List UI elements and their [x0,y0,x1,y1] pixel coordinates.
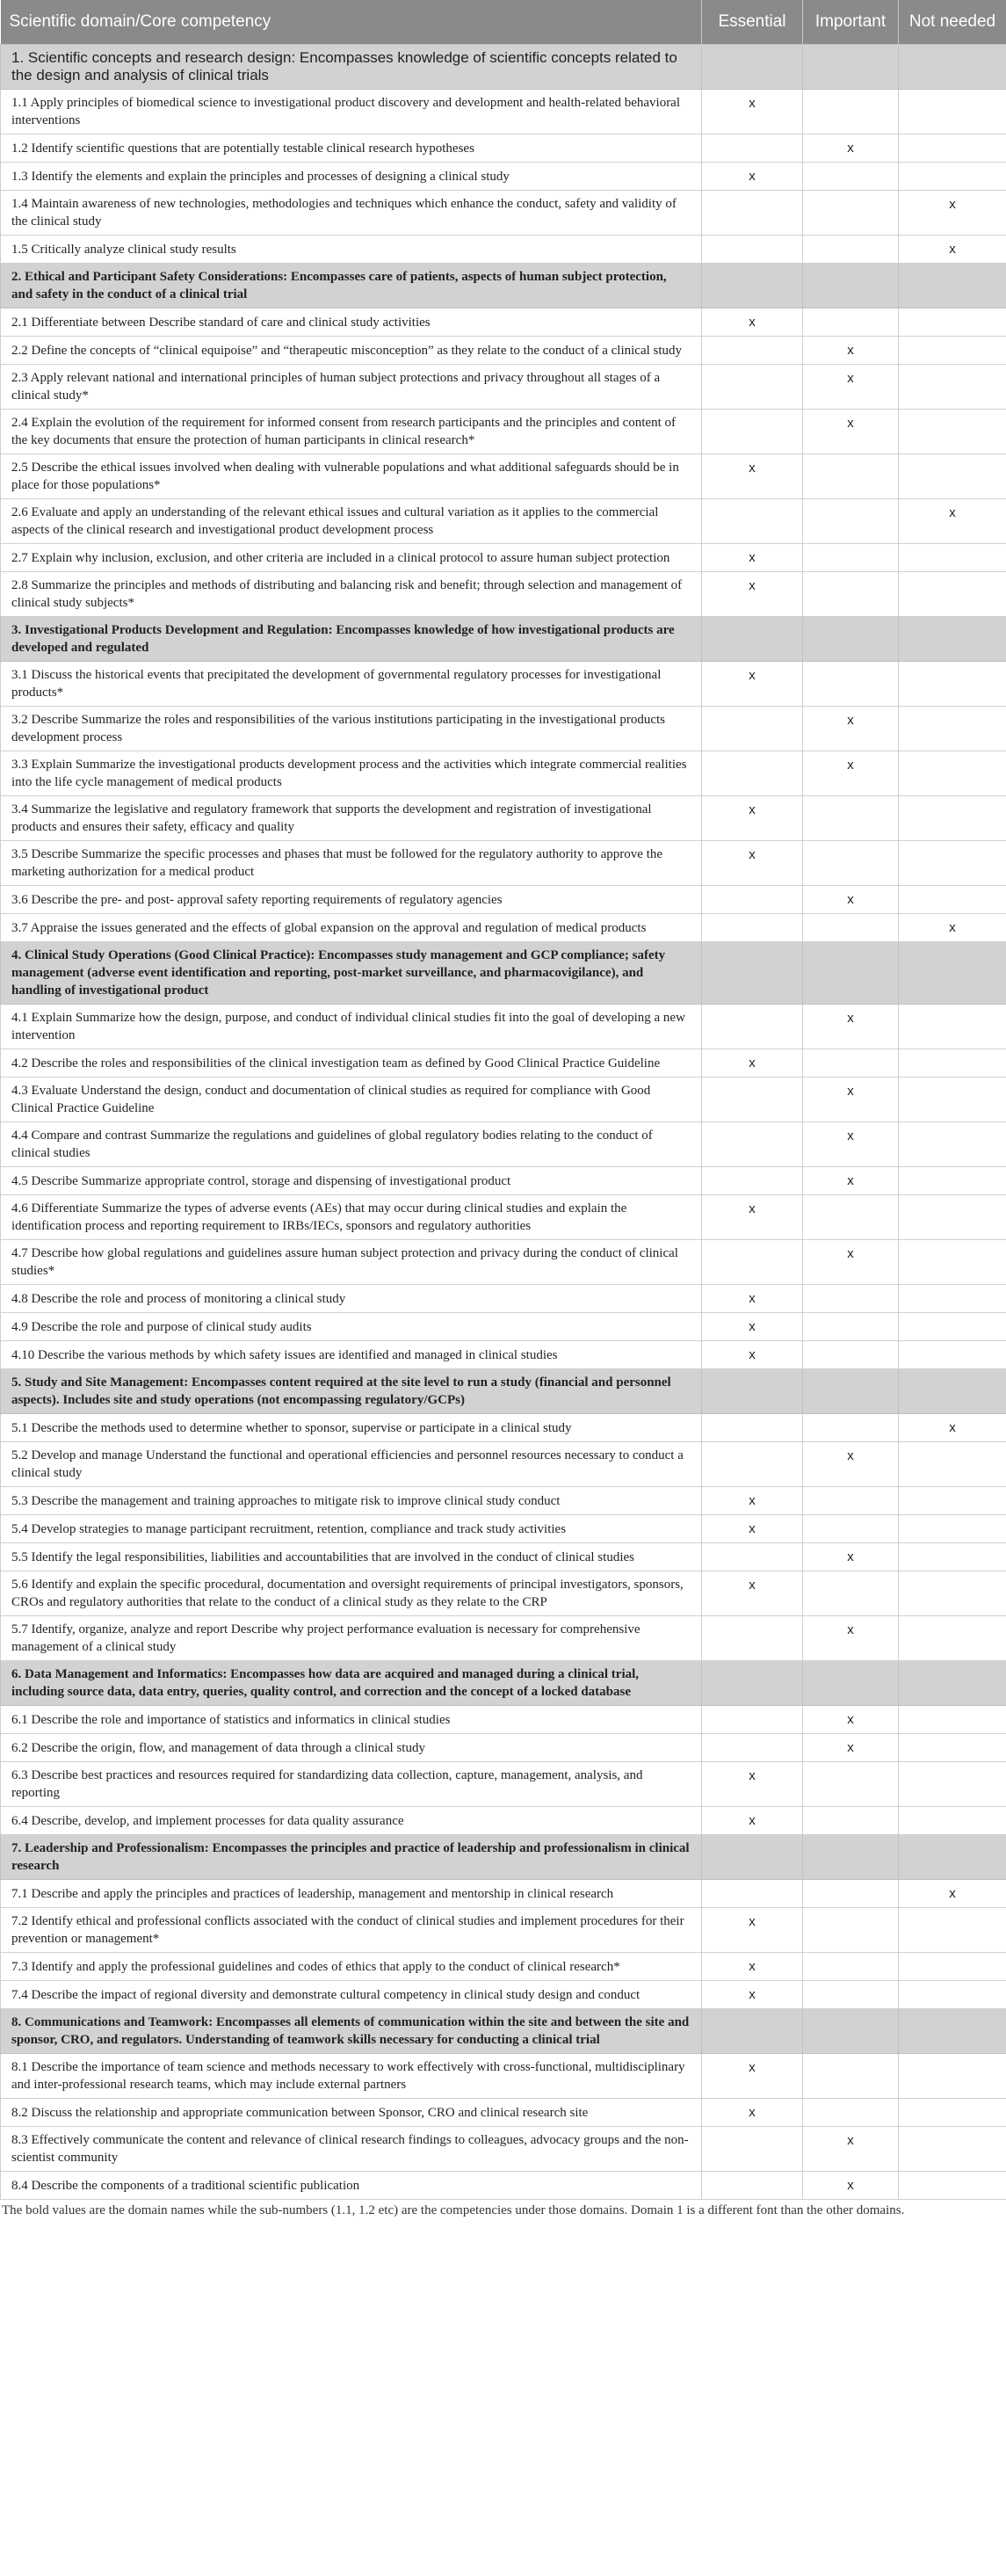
table-row [1,662,1006,707]
important-mark: x [803,1122,899,1167]
not-needed-mark [899,2099,1006,2127]
not-needed-mark [899,1167,1006,1195]
important-mark [803,1285,899,1313]
competency-text: 2.1 Differentiate between Describe standard of care and clinical study activities [1,308,702,337]
essential-mark: x [702,1953,803,1981]
competency-text: 2.6 Evaluate and apply an understanding of the relevant ethical issues and cultural variation as it applies to the commercial aspects of the clinical research and investigational product development process [1,499,702,544]
table-row [1,1285,1006,1313]
important-mark [803,454,899,499]
not-needed-mark [899,90,1006,134]
essential-mark: x [702,163,803,191]
essential-mark [702,2172,803,2200]
not-needed-mark [899,1195,1006,1240]
not-needed-mark [899,2127,1006,2172]
essential-mark: x [702,1487,803,1515]
important-mark: x [803,1240,899,1285]
competency-text: 5.7 Identify, organize, analyze and report Describe why project performance evaluation is necessary for comprehensive management of a clinical study [1,1616,702,1661]
table-row [1,1414,1006,1442]
table-row [1,796,1006,841]
table-row [1,191,1006,236]
table-body [1,45,1006,2200]
competency-text: 2.8 Summarize the principles and methods of distributing and balancing risk and benefit; through selection and management of clinical study subjects* [1,572,702,617]
essential-mark [702,1414,803,1442]
important-mark [803,236,899,264]
essential-mark: x [702,1807,803,1835]
essential-mark: x [702,1515,803,1543]
essential-mark [702,1442,803,1487]
important-mark [803,662,899,707]
competency-text: 3.4 Summarize the legislative and regulatory framework that supports the development and registration of investigational products and ensures their safety, efficacy and quality [1,796,702,841]
essential-mark: x [702,1285,803,1313]
domain-row [1,264,1006,308]
not-needed-mark [899,1049,1006,1078]
header-not-needed: Not needed [899,0,1006,45]
competency-text: 4.9 Describe the role and purpose of clinical study audits [1,1313,702,1341]
important-mark: x [803,1616,899,1661]
not-needed-mark [899,572,1006,617]
domain-empty-cell [702,942,803,1005]
competency-text: 7.3 Identify and apply the professional guidelines and codes of ethics that apply to the conduct of clinical research* [1,1953,702,1981]
important-mark: x [803,410,899,454]
domain-row [1,45,1006,90]
competency-text: 1.1 Apply principles of biomedical science to investigational product discovery and development and health-related behavioral interventions [1,90,702,134]
table-row [1,365,1006,410]
essential-mark: x [702,544,803,572]
competency-text: 5.3 Describe the management and training approaches to mitigate risk to improve clinical study conduct [1,1487,702,1515]
table-row [1,1734,1006,1762]
not-needed-mark [899,1953,1006,1981]
domain-title: 8. Communications and Teamwork: Encompasses all elements of communication within the site and between the site and sponsor, CRO, and regulators. Understanding of teamwork skills necessary for conducting a clinical trial [1,2009,702,2054]
domain-row [1,1369,1006,1414]
domain-empty-cell [702,1369,803,1414]
not-needed-mark [899,662,1006,707]
not-needed-mark [899,1981,1006,2009]
not-needed-mark [899,1005,1006,1049]
important-mark [803,2099,899,2127]
competency-text: 2.5 Describe the ethical issues involved when dealing with vulnerable populations and what additional safeguards should be in place for those populations* [1,454,702,499]
essential-mark [702,914,803,942]
competency-text: 7.2 Identify ethical and professional conflicts associated with the conduct of clinical studies and implement procedures for their prevention or management* [1,1908,702,1953]
important-mark: x [803,134,899,163]
competency-text: 4.5 Describe Summarize appropriate control, storage and dispensing of investigational product [1,1167,702,1195]
domain-empty-cell [702,617,803,662]
table-row [1,236,1006,264]
essential-mark: x [702,1908,803,1953]
not-needed-mark [899,1442,1006,1487]
important-mark [803,1953,899,1981]
domain-row [1,617,1006,662]
domain-empty-cell [899,45,1006,90]
competency-text: 7.1 Describe and apply the principles and practices of leadership, management and mentorship in clinical research [1,1880,702,1908]
table-row [1,1571,1006,1616]
important-mark [803,1049,899,1078]
table-row [1,707,1006,751]
essential-mark: x [702,841,803,886]
table-row [1,1706,1006,1734]
competency-text: 6.1 Describe the role and importance of statistics and informatics in clinical studies [1,1706,702,1734]
table-row [1,1616,1006,1661]
table-row [1,2054,1006,2099]
important-mark [803,1571,899,1616]
essential-mark: x [702,796,803,841]
not-needed-mark [899,1543,1006,1571]
domain-empty-cell [899,1661,1006,1706]
important-mark [803,2054,899,2099]
important-mark [803,499,899,544]
essential-mark [702,134,803,163]
important-mark: x [803,2172,899,2200]
not-needed-mark [899,365,1006,410]
not-needed-mark: x [899,914,1006,942]
competency-text: 8.2 Discuss the relationship and appropriate communication between Sponsor, CRO and clinical research site [1,2099,702,2127]
domain-row [1,1835,1006,1880]
not-needed-mark: x [899,236,1006,264]
important-mark: x [803,1734,899,1762]
important-mark: x [803,1005,899,1049]
competency-text: 6.2 Describe the origin, flow, and management of data through a clinical study [1,1734,702,1762]
table-row [1,1122,1006,1167]
header-essential: Essential [702,0,803,45]
table-row [1,2172,1006,2200]
essential-mark: x [702,2099,803,2127]
domain-empty-cell [899,2009,1006,2054]
essential-mark: x [702,2054,803,2099]
competency-text: 3.1 Discuss the historical events that precipitated the development of governmental regulatory processes for investigational products* [1,662,702,707]
not-needed-mark [899,1571,1006,1616]
competency-text: 3.2 Describe Summarize the roles and responsibilities of the various institutions participating in the investigational products development process [1,707,702,751]
table-row [1,1442,1006,1487]
domain-empty-cell [803,2009,899,2054]
domain-title: 2. Ethical and Participant Safety Considerations: Encompasses care of patients, aspects of human subject protection, and safety in the conduct of a clinical trial [1,264,702,308]
important-mark: x [803,1442,899,1487]
essential-mark [702,410,803,454]
table-row [1,886,1006,914]
important-mark: x [803,886,899,914]
domain-empty-cell [803,1835,899,1880]
competency-text: 4.3 Evaluate Understand the design, conduct and documentation of clinical studies as required for compliance with Good Clinical Practice Guideline [1,1078,702,1122]
table-row [1,410,1006,454]
competency-text: 1.4 Maintain awareness of new technologies, methodologies and techniques which enhance the conduct, safety and validity of the clinical study [1,191,702,236]
domain-empty-cell [702,264,803,308]
important-mark [803,841,899,886]
table-row [1,1167,1006,1195]
not-needed-mark [899,410,1006,454]
essential-mark [702,1880,803,1908]
not-needed-mark [899,1706,1006,1734]
important-mark [803,1981,899,2009]
competency-text: 4.8 Describe the role and process of monitoring a clinical study [1,1285,702,1313]
not-needed-mark [899,796,1006,841]
table-row [1,1487,1006,1515]
important-mark [803,796,899,841]
essential-mark [702,886,803,914]
essential-mark [702,1122,803,1167]
competency-text: 3.6 Describe the pre- and post- approval safety reporting requirements of regulatory agencies [1,886,702,914]
table-row [1,1240,1006,1285]
important-mark [803,914,899,942]
competency-text: 6.3 Describe best practices and resources required for standardizing data collection, capture, management, analysis, and reporting [1,1762,702,1807]
table-row [1,337,1006,365]
domain-row [1,1661,1006,1706]
domain-empty-cell [803,617,899,662]
table-row [1,1543,1006,1571]
domain-title: 1. Scientific concepts and research design: Encompasses knowledge of scientific concepts related to the design and analysis of clinical trials [1,45,702,90]
competency-text: 1.2 Identify scientific questions that are potentially testable clinical research hypotheses [1,134,702,163]
important-mark [803,1880,899,1908]
essential-mark: x [702,1571,803,1616]
essential-mark: x [702,90,803,134]
competency-text: 4.6 Differentiate Summarize the types of adverse events (AEs) that may occur during clinical studies and explain the identification process and reporting requirement to IRBs/IECs, sponsors and regulatory authorities [1,1195,702,1240]
important-mark: x [803,751,899,796]
important-mark [803,191,899,236]
not-needed-mark [899,134,1006,163]
competency-text: 5.5 Identify the legal responsibilities, liabilities and accountabilities that are involved in the conduct of clinical studies [1,1543,702,1571]
not-needed-mark [899,1515,1006,1543]
essential-mark [702,1167,803,1195]
domain-empty-cell [899,264,1006,308]
not-needed-mark: x [899,1414,1006,1442]
essential-mark [702,1543,803,1571]
essential-mark: x [702,572,803,617]
header-domain: Scientific domain/Core competency [1,0,702,45]
competency-text: 4.7 Describe how global regulations and guidelines assure human subject protection and privacy during the conduct of clinical studies* [1,1240,702,1285]
competency-text: 3.3 Explain Summarize the investigational products development process and the activities which integrate commercial realities into the life cycle management of medical products [1,751,702,796]
domain-empty-cell [702,1661,803,1706]
domain-title: 7. Leadership and Professionalism: Encompasses the principles and practice of leadership and professionalism in clinical research [1,1835,702,1880]
not-needed-mark [899,1078,1006,1122]
competency-text: 3.7 Appraise the issues generated and the effects of global expansion on the approval and regulation of medical products [1,914,702,942]
essential-mark: x [702,1313,803,1341]
competency-text: 5.2 Develop and manage Understand the functional and operational efficiencies and personnel resources necessary to conduct a clinical study [1,1442,702,1487]
domain-empty-cell [899,942,1006,1005]
table-row [1,1078,1006,1122]
important-mark [803,572,899,617]
essential-mark [702,707,803,751]
table-row [1,1195,1006,1240]
table-row [1,134,1006,163]
competency-text: 2.7 Explain why inclusion, exclusion, and other criteria are included in a clinical protocol to assure human subject protection [1,544,702,572]
important-mark: x [803,2127,899,2172]
essential-mark [702,751,803,796]
domain-empty-cell [702,2009,803,2054]
important-mark: x [803,1078,899,1122]
table-row [1,1981,1006,2009]
essential-mark: x [702,1341,803,1369]
important-mark [803,1487,899,1515]
not-needed-mark: x [899,1880,1006,1908]
table-row [1,454,1006,499]
essential-mark: x [702,454,803,499]
not-needed-mark [899,841,1006,886]
not-needed-mark [899,1616,1006,1661]
important-mark: x [803,337,899,365]
not-needed-mark [899,1313,1006,1341]
competency-text: 5.4 Develop strategies to manage participant recruitment, retention, compliance and track study activities [1,1515,702,1543]
table-row [1,2099,1006,2127]
table-row [1,1880,1006,1908]
domain-title: 6. Data Management and Informatics: Encompasses how data are acquired and managed during a clinical trial, including source data, data entry, queries, quality control, and correction and the concept of a locked database [1,1661,702,1706]
competency-text: 2.2 Define the concepts of “clinical equipoise” and “therapeutic misconception” as they relate to the conduct of a clinical study [1,337,702,365]
competency-text: 4.2 Describe the roles and responsibilities of the clinical investigation team as defined by Good Clinical Practice Guideline [1,1049,702,1078]
table-row [1,1313,1006,1341]
essential-mark: x [702,1049,803,1078]
domain-title: 4. Clinical Study Operations (Good Clinical Practice): Encompasses study management and GCP compliance; safety management (adverse event identification and reporting, post-market surveillance, and pharmacovigilance), and handling of investigational product [1,942,702,1005]
competency-text: 4.1 Explain Summarize how the design, purpose, and conduct of individual clinical studies fit into the goal of developing a new intervention [1,1005,702,1049]
competency-text: 4.4 Compare and contrast Summarize the regulations and guidelines of global regulatory bodies relating to the conduct of clinical studies [1,1122,702,1167]
domain-empty-cell [803,264,899,308]
not-needed-mark [899,454,1006,499]
not-needed-mark [899,337,1006,365]
important-mark [803,1341,899,1369]
not-needed-mark [899,1908,1006,1953]
important-mark: x [803,1543,899,1571]
domain-empty-cell [803,1369,899,1414]
not-needed-mark [899,1807,1006,1835]
competency-text: 5.6 Identify and explain the specific procedural, documentation and oversight requirements of principal investigators, sponsors, CROs and regulatory authorities that relate to the conduct of a clinical study as they relate to the CRP [1,1571,702,1616]
table-row [1,1005,1006,1049]
not-needed-mark [899,163,1006,191]
essential-mark [702,2127,803,2172]
competency-text: 4.10 Describe the various methods by which safety issues are identified and managed in clinical studies [1,1341,702,1369]
domain-row [1,2009,1006,2054]
table-row [1,1807,1006,1835]
domain-empty-cell [803,942,899,1005]
essential-mark [702,1240,803,1285]
not-needed-mark [899,1762,1006,1807]
essential-mark: x [702,662,803,707]
not-needed-mark: x [899,499,1006,544]
important-mark [803,308,899,337]
not-needed-mark [899,2054,1006,2099]
table-row [1,90,1006,134]
not-needed-mark [899,544,1006,572]
important-mark [803,1762,899,1807]
table-row [1,841,1006,886]
essential-mark [702,1616,803,1661]
important-mark [803,163,899,191]
footnote: The bold values are the domain names while the sub-numbers (1.1, 1.2 etc) are the competencies under those domains. Domain 1 is a different font than the other domains. [2,2203,905,2217]
essential-mark [702,499,803,544]
competency-text: 8.1 Describe the importance of team science and methods necessary to work effectively with cross-functional, multidisciplinary and inter-professional research teams, which may include external partners [1,2054,702,2099]
important-mark: x [803,1706,899,1734]
not-needed-mark [899,1285,1006,1313]
not-needed-mark [899,2172,1006,2200]
domain-row [1,942,1006,1005]
not-needed-mark [899,751,1006,796]
table-row [1,1341,1006,1369]
essential-mark [702,191,803,236]
competency-text: 1.3 Identify the elements and explain the principles and processes of designing a clinical study [1,163,702,191]
essential-mark [702,1078,803,1122]
domain-empty-cell [803,45,899,90]
domain-empty-cell [702,1835,803,1880]
important-mark [803,1414,899,1442]
not-needed-mark [899,1734,1006,1762]
important-mark [803,1908,899,1953]
important-mark [803,1195,899,1240]
essential-mark [702,365,803,410]
domain-empty-cell [899,617,1006,662]
important-mark [803,90,899,134]
important-mark [803,1515,899,1543]
table-row [1,308,1006,337]
important-mark [803,1313,899,1341]
domain-title: 5. Study and Site Management: Encompasses content required at the site level to run a study (financial and personnel aspects). Includes site and study operations (not encompassing regulatory/GCPs) [1,1369,702,1414]
competency-text: 8.3 Effectively communicate the content and relevance of clinical research findings to colleagues, advocacy groups and the non-scientist community [1,2127,702,2172]
not-needed-mark [899,1240,1006,1285]
competency-text: 5.1 Describe the methods used to determine whether to sponsor, supervise or participate in a clinical study [1,1414,702,1442]
domain-title: 3. Investigational Products Development and Regulation: Encompasses knowledge of how investigational products are developed and regulated [1,617,702,662]
essential-mark: x [702,1195,803,1240]
table-row [1,914,1006,942]
important-mark: x [803,1167,899,1195]
competency-text: 3.5 Describe Summarize the specific processes and phases that must be followed for the regulatory authority to approve the marketing authorization for a medical product [1,841,702,886]
table-row [1,751,1006,796]
table-row [1,2127,1006,2172]
domain-empty-cell [803,1661,899,1706]
competency-text: 8.4 Describe the components of a traditional scientific publication [1,2172,702,2200]
table-row [1,1049,1006,1078]
not-needed-mark [899,1122,1006,1167]
table-row [1,1515,1006,1543]
header-row [1,0,1006,45]
important-mark: x [803,707,899,751]
table-row [1,572,1006,617]
not-needed-mark [899,707,1006,751]
table-row [1,163,1006,191]
domain-empty-cell [899,1835,1006,1880]
essential-mark: x [702,308,803,337]
essential-mark: x [702,1762,803,1807]
competency-text: 2.3 Apply relevant national and international principles of human subject protections and privacy throughout all stages of a clinical study* [1,365,702,410]
domain-empty-cell [899,1369,1006,1414]
essential-mark [702,1706,803,1734]
essential-mark [702,1005,803,1049]
not-needed-mark [899,1341,1006,1369]
important-mark [803,544,899,572]
not-needed-mark: x [899,191,1006,236]
competency-text: 1.5 Critically analyze clinical study results [1,236,702,264]
not-needed-mark [899,886,1006,914]
not-needed-mark [899,1487,1006,1515]
competency-text: 6.4 Describe, develop, and implement processes for data quality assurance [1,1807,702,1835]
table-row [1,1908,1006,1953]
table-row [1,544,1006,572]
important-mark [803,1807,899,1835]
table-row [1,499,1006,544]
competency-text: 2.4 Explain the evolution of the requirement for informed consent from research participants and the principles and content of the key documents that ensure the protection of human participants in clinical research* [1,410,702,454]
essential-mark [702,1734,803,1762]
table-row [1,1762,1006,1807]
not-needed-mark [899,308,1006,337]
essential-mark [702,236,803,264]
domain-empty-cell [702,45,803,90]
competency-text: 7.4 Describe the impact of regional diversity and demonstrate cultural competency in clinical study design and conduct [1,1981,702,2009]
essential-mark: x [702,1981,803,2009]
table-row [1,1953,1006,1981]
essential-mark [702,337,803,365]
header-important: Important [803,0,899,45]
important-mark: x [803,365,899,410]
